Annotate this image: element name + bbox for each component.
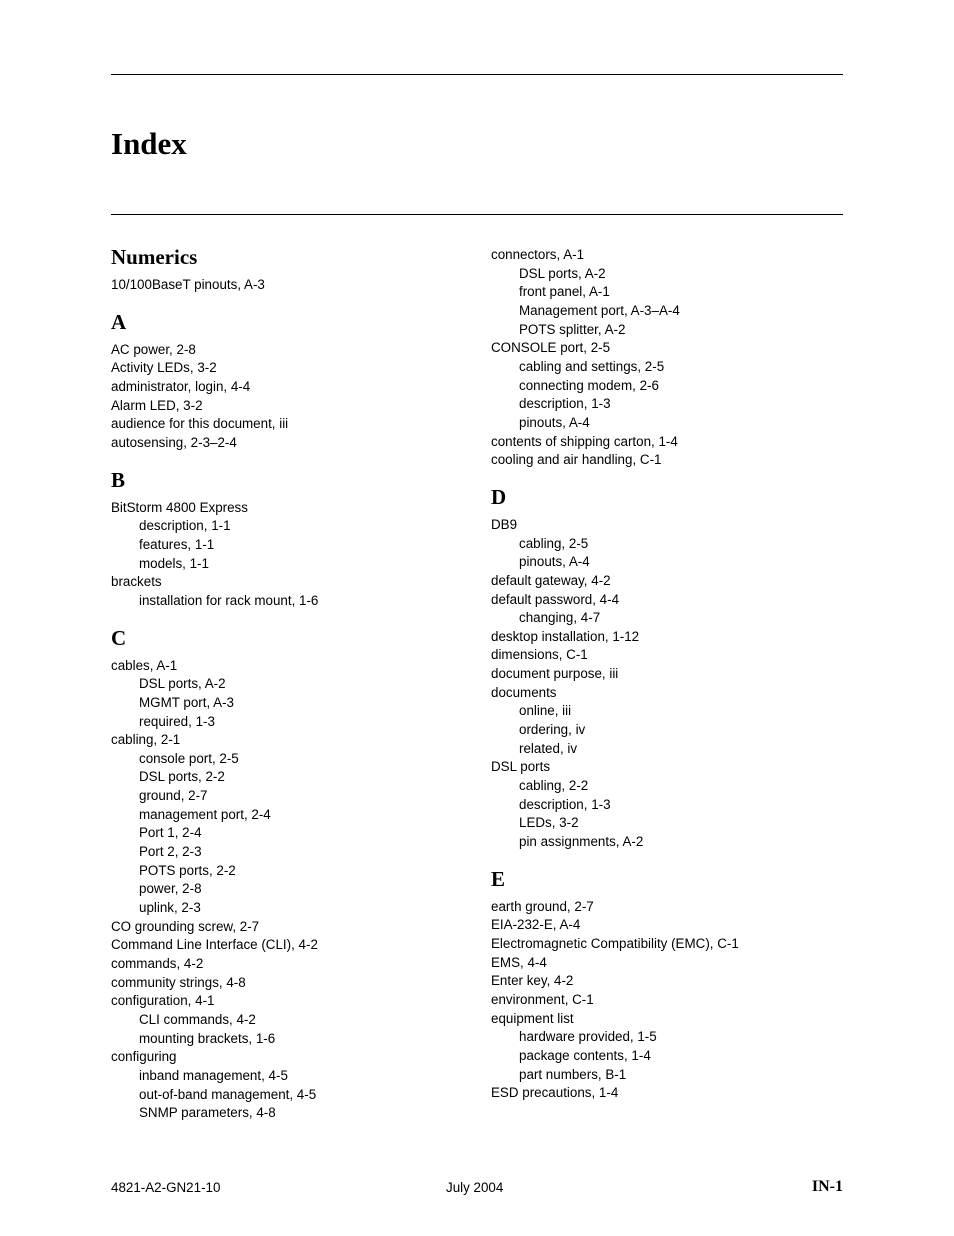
index-subentry: DSL ports, A-2 (139, 676, 226, 692)
index-subentry: SNMP parameters, 4-8 (139, 1105, 276, 1121)
index-entry: EIA-232-E, A-4 (491, 917, 581, 933)
index-entry: cabling, 2-1 (111, 732, 181, 748)
index-subentry: package contents, 1-4 (519, 1047, 651, 1063)
index-subentry: POTS splitter, A-2 (519, 321, 626, 337)
index-section (111, 465, 481, 611)
index-entry: EMS, 4-4 (491, 954, 547, 970)
index-subentry: DSL ports, 2-2 (139, 769, 225, 785)
index-subentry: models, 1-1 (139, 555, 209, 571)
section-heading: Numerics (111, 245, 198, 269)
index-subentry: POTS ports, 2-2 (139, 862, 236, 878)
index-subentry: power, 2-8 (139, 881, 202, 897)
index-entry: Enter key, 4-2 (491, 973, 574, 989)
index-entry: AC power, 2-8 (111, 341, 196, 357)
index-subentry: description, 1-3 (519, 796, 611, 812)
index-entry: contents of shipping carton, 1-4 (491, 433, 678, 449)
index-entry: DSL ports (491, 759, 551, 775)
index-subentry: MGMT port, A-3 (139, 694, 234, 710)
index-entry: connectors, A-1 (491, 247, 585, 262)
index-entry: community strings, 4-8 (111, 974, 246, 990)
index-entry: documents (491, 684, 557, 700)
index-section (491, 246, 861, 470)
index-section (491, 482, 861, 852)
index-subentry: required, 1-3 (139, 713, 215, 729)
index-subentry: description, 1-3 (519, 396, 611, 412)
index-subentry: online, iii (519, 703, 572, 719)
index-entry: desktop installation, 1-12 (491, 628, 640, 644)
index-subentry: pin assignments, A-2 (519, 834, 644, 850)
index-entry: dimensions, C-1 (491, 647, 588, 663)
index-subentry: installation for rack mount, 1-6 (139, 592, 319, 608)
index-entry: CONSOLE port, 2-5 (491, 340, 611, 356)
index-subentry: cabling, 2-5 (519, 535, 589, 551)
index-subentry: out-of-band management, 4-5 (139, 1086, 317, 1102)
index-section (111, 242, 481, 295)
index-column-right (491, 246, 861, 1103)
index-subentry: cabling, 2-2 (519, 778, 589, 794)
index-subentry: pinouts, A-4 (519, 414, 590, 430)
footer-doc-id: 4821-A2-GN21-10 (111, 1180, 221, 1195)
index-entry: cooling and air handling, C-1 (491, 452, 662, 468)
index-entry: document purpose, iii (491, 666, 619, 682)
index-entry: audience for this document, iii (111, 416, 289, 432)
title-rule (111, 214, 843, 215)
index-subentry: hardware provided, 1-5 (519, 1029, 657, 1045)
index-subentry: pinouts, A-4 (519, 554, 590, 570)
index-entry: BitStorm 4800 Express (111, 499, 248, 515)
index-entry: configuration, 4-1 (111, 993, 215, 1009)
index-subentry: management port, 2-4 (139, 806, 271, 822)
section-heading: E (491, 866, 506, 891)
index-section (111, 623, 481, 1123)
index-entry: environment, C-1 (491, 991, 594, 1007)
index-entry: DB9 (491, 516, 518, 532)
top-rule (111, 74, 843, 75)
index-entry: Alarm LED, 3-2 (111, 397, 203, 413)
index-entry: autosensing, 2-3–2-4 (111, 434, 237, 450)
index-subentry: related, iv (519, 740, 578, 756)
index-entry: configuring (111, 1049, 177, 1065)
section-heading: C (111, 625, 127, 650)
footer-page-number: IN-1 (811, 1178, 843, 1195)
index-subentry: ground, 2-7 (139, 788, 208, 804)
index-entry: Electromagnetic Compatibility (EMC), C-1 (491, 936, 739, 951)
index-subentry: part numbers, B-1 (519, 1066, 627, 1082)
index-entry: cables, A-1 (111, 657, 178, 673)
index-entry: default gateway, 4-2 (491, 572, 611, 588)
index-subentry: CLI commands, 4-2 (139, 1012, 256, 1027)
index-subentry: connecting modem, 2-6 (519, 377, 659, 393)
index-subentry: uplink, 2-3 (139, 900, 201, 916)
index-subentry: features, 1-1 (139, 536, 215, 552)
index-entry: CO grounding screw, 2-7 (111, 918, 260, 934)
index-column-left (111, 242, 481, 1123)
index-entry: equipment list (491, 1010, 574, 1026)
index-subentry: console port, 2-5 (139, 750, 239, 766)
index-subentry: DSL ports, A-2 (519, 265, 606, 281)
index-subentry: ordering, iv (519, 722, 586, 738)
index-subentry: Port 1, 2-4 (139, 825, 202, 841)
index-subentry: inband management, 4-5 (139, 1067, 288, 1083)
index-subentry: Port 2, 2-3 (139, 844, 202, 860)
index-subentry: description, 1-1 (139, 518, 231, 534)
index-section (111, 307, 481, 453)
index-subentry: LEDs, 3-2 (519, 815, 579, 831)
index-entry: ESD precautions, 1-4 (491, 1085, 619, 1101)
index-section (491, 864, 861, 1103)
footer-date: July 2004 (446, 1180, 504, 1195)
index-entry: earth ground, 2-7 (491, 898, 594, 914)
index-entry: brackets (111, 574, 162, 590)
index-entry: administrator, login, 4-4 (111, 378, 251, 394)
section-heading: B (111, 467, 126, 492)
index-entry: Command Line Interface (CLI), 4-2 (111, 937, 318, 953)
index-subentry: cabling and settings, 2-5 (519, 358, 665, 374)
index-subentry: Management port, A-3–A-4 (519, 302, 680, 318)
index-subentry: changing, 4-7 (519, 610, 601, 626)
section-heading: A (111, 309, 127, 334)
index-entry: commands, 4-2 (111, 956, 204, 972)
index-entry: Activity LEDs, 3-2 (111, 360, 217, 376)
page-title: Index (111, 126, 187, 161)
index-subentry: front panel, A-1 (519, 284, 610, 300)
index-entry: 10/100BaseT pinouts, A-3 (111, 277, 265, 292)
index-subentry: mounting brackets, 1-6 (139, 1030, 276, 1046)
index-entry: default password, 4-4 (491, 591, 620, 607)
section-heading: D (491, 484, 507, 509)
